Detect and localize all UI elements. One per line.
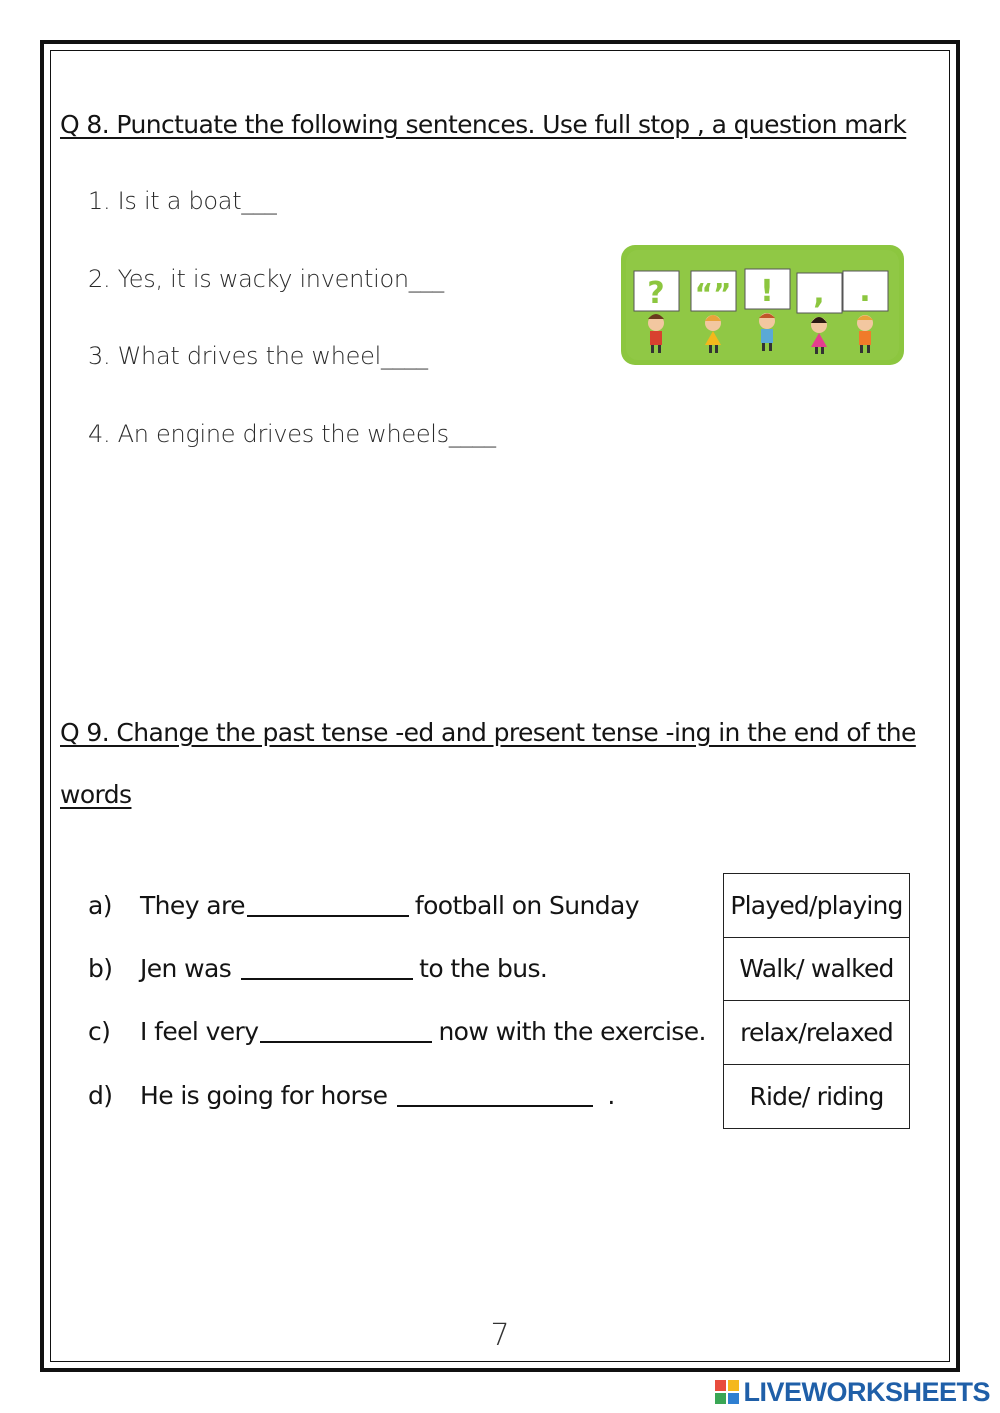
row-label: b) bbox=[88, 953, 113, 983]
liveworksheets-logo[interactable] bbox=[715, 1376, 990, 1407]
answer-blank[interactable] bbox=[241, 956, 413, 980]
row-text-after: now with the exercise. bbox=[438, 1016, 706, 1046]
sign-full-stop: . bbox=[859, 274, 871, 309]
page-border bbox=[40, 40, 960, 1372]
logo-text: LIVEWORKSHEETS bbox=[743, 1376, 990, 1407]
row-text-after: . bbox=[607, 1080, 615, 1110]
sign-question-mark: ? bbox=[647, 276, 665, 311]
punctuation-kids-illustration bbox=[621, 245, 904, 365]
q9-row-c bbox=[88, 1011, 706, 1051]
page-number: 7 bbox=[490, 1318, 510, 1353]
q8-item-1: 1. Is it a boat___ bbox=[88, 187, 277, 215]
row-text-before: I feel very bbox=[140, 1016, 259, 1046]
word-options-box bbox=[723, 873, 910, 1129]
q9-row-b bbox=[88, 948, 547, 988]
row-label: d) bbox=[88, 1080, 113, 1110]
q8-title: Q 8. Punctuate the following sentences. Use full stop , a question mark bbox=[60, 110, 907, 139]
row-text-after: to the bus. bbox=[419, 953, 548, 983]
q8-item-2: 2. Yes, it is wacky invention___ bbox=[88, 265, 444, 293]
q9-title-line2: words bbox=[60, 780, 132, 809]
row-text-after: football on Sunday bbox=[414, 890, 639, 920]
word-option: Ride/ riding bbox=[749, 1081, 884, 1111]
answer-blank[interactable] bbox=[260, 1019, 432, 1043]
row-text-before: Jen was bbox=[140, 953, 232, 983]
row-text-before: He is going for horse bbox=[140, 1080, 388, 1110]
q9-row-d bbox=[88, 1075, 615, 1115]
sign-exclamation: ! bbox=[760, 274, 774, 309]
answer-blank[interactable] bbox=[397, 1083, 593, 1107]
sign-comma: , bbox=[813, 276, 825, 311]
sign-quotes: “” bbox=[694, 277, 732, 310]
row-label: c) bbox=[88, 1016, 111, 1046]
answer-blank[interactable] bbox=[247, 893, 409, 917]
q9-row-a bbox=[88, 885, 639, 925]
word-option: Played/playing bbox=[724, 874, 909, 938]
q8-item-3: 3. What drives the wheel____ bbox=[88, 342, 428, 370]
q8-item-4: 4. An engine drives the wheels____ bbox=[88, 420, 496, 448]
word-option: Walk/ walked bbox=[724, 938, 909, 1002]
row-label: a) bbox=[88, 890, 112, 920]
logo-blocks-icon bbox=[715, 1380, 739, 1404]
q9-title-line1: Q 9. Change the past tense -ed and present tense -ing in the end of the bbox=[60, 718, 916, 747]
row-text-before: They are bbox=[140, 890, 245, 920]
word-option: relax/relaxed bbox=[724, 1001, 909, 1065]
